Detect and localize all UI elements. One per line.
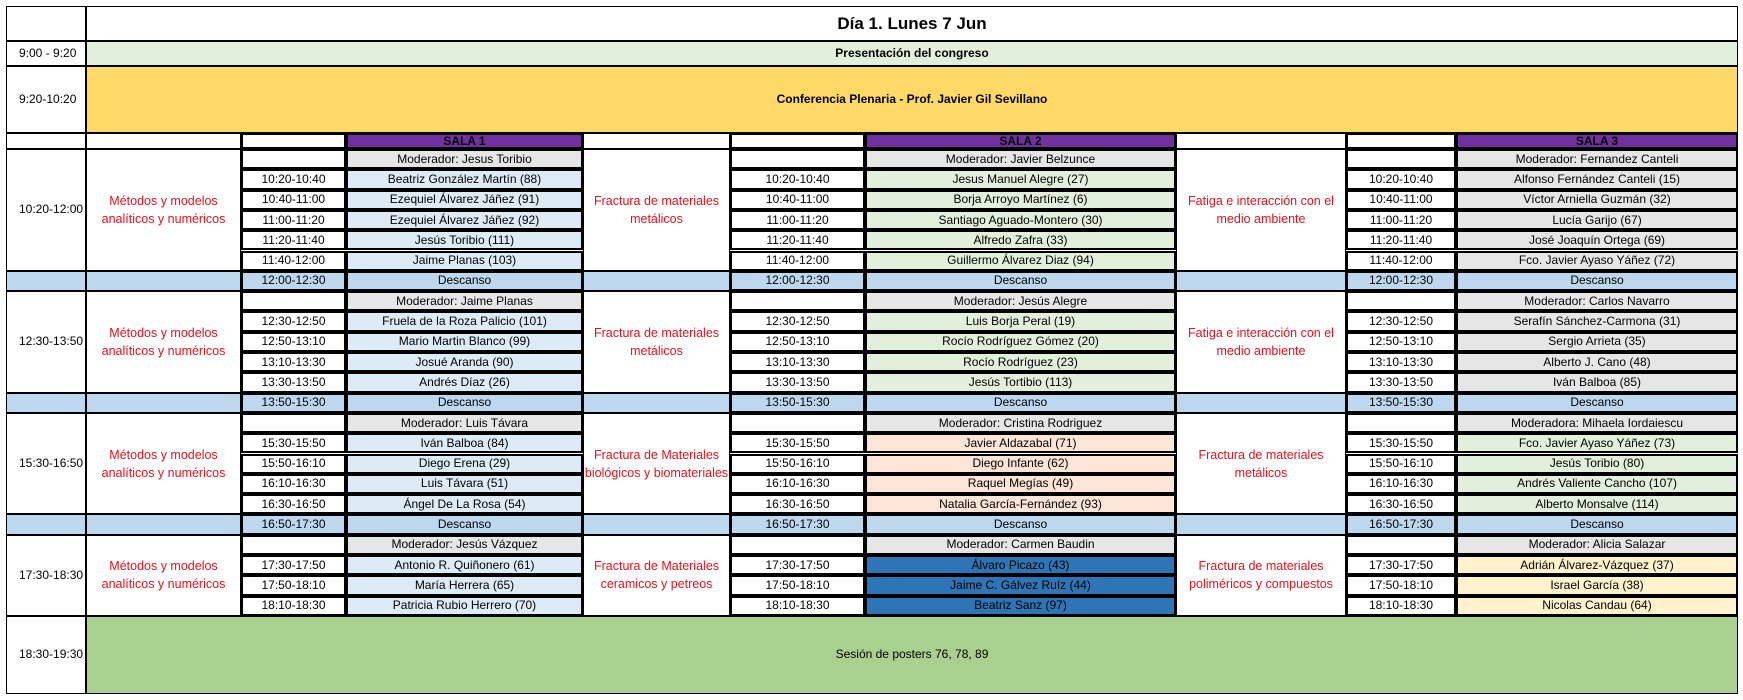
blank-cell xyxy=(241,535,346,555)
talk-speaker: Javier Aldazabal (71) xyxy=(865,433,1176,453)
talk-time: 10:20-10:40 xyxy=(241,169,346,189)
blank-cell xyxy=(1176,133,1346,149)
session-topic: Fatiga e interacción con el medio ambiente xyxy=(1176,291,1346,393)
talk-speaker: Nicolas Candau (64) xyxy=(1456,596,1738,616)
talk-time: 17:30-17:50 xyxy=(730,555,865,575)
talk-speaker: Fco. Javier Ayaso Yáñez (73) xyxy=(1456,433,1738,453)
moderator: Moderador: Javier Belzunce xyxy=(865,149,1176,169)
talk-speaker: Luis Távara (51) xyxy=(346,474,583,494)
talk-time: 11:20-11:40 xyxy=(241,230,346,250)
session-topic: Fatiga e interacción con el medio ambiente xyxy=(1176,149,1346,271)
blank-cell xyxy=(730,535,865,555)
block-time: 10:20-12:00 xyxy=(6,149,86,271)
talk-time: 15:30-15:50 xyxy=(241,433,346,453)
talk-speaker: Diego Erena (29) xyxy=(346,454,583,474)
session-topic: Fractura de Materiales ceramicos y petreos xyxy=(583,535,730,616)
talk-time: 12:30-12:50 xyxy=(730,311,865,331)
talk-time: 17:30-17:50 xyxy=(241,555,346,575)
talk-time: 15:50-16:10 xyxy=(241,454,346,474)
talk-time: 10:40-11:00 xyxy=(1346,190,1456,210)
talk-speaker: Andrés Valiente Cancho (107) xyxy=(1456,474,1738,494)
blank-cell xyxy=(86,133,241,149)
talk-speaker: Alberto Monsalve (114) xyxy=(1456,494,1738,514)
break-blank xyxy=(583,514,730,534)
break-blank xyxy=(86,271,241,291)
session-topic: Fractura de materiales metálicos xyxy=(1176,413,1346,515)
talk-time: 17:50-18:10 xyxy=(730,575,865,595)
talk-speaker: Adrián Álvarez-Vázquez (37) xyxy=(1456,555,1738,575)
break-blank xyxy=(583,271,730,291)
break-blank xyxy=(1176,514,1346,534)
talk-speaker: Ezequiel Álvarez Jáñez (92) xyxy=(346,210,583,230)
talk-time: 12:50-13:10 xyxy=(1346,332,1456,352)
break-time: 16:50-17:30 xyxy=(241,514,346,534)
break-label: Descanso xyxy=(865,514,1176,534)
talk-time: 11:00-11:20 xyxy=(1346,210,1456,230)
break-label: Descanso xyxy=(865,271,1176,291)
talk-speaker: Israel García (38) xyxy=(1456,575,1738,595)
talk-time: 11:40-12:00 xyxy=(241,251,346,271)
room-header: SALA 2 xyxy=(865,133,1176,149)
session-topic: Fractura de materiales poliméricos y compuestos xyxy=(1176,535,1346,616)
talk-speaker: Lucía Garijo (67) xyxy=(1456,210,1738,230)
talk-speaker: Josué Aranda (90) xyxy=(346,352,583,372)
session-topic: Métodos y modelos analíticos y numéricos xyxy=(86,535,241,616)
moderator: Moderador: Jesús Alegre xyxy=(865,291,1176,311)
talk-time: 16:30-16:50 xyxy=(730,494,865,514)
break-time: 16:50-17:30 xyxy=(1346,514,1456,534)
talk-time: 13:30-13:50 xyxy=(1346,372,1456,392)
day-title: Día 1. Lunes 7 Jun xyxy=(86,6,1738,41)
session-topic: Métodos y modelos analíticos y numéricos xyxy=(86,149,241,271)
break-label: Descanso xyxy=(1456,271,1738,291)
session-topic: Métodos y modelos analíticos y numéricos xyxy=(86,413,241,515)
blank-cell xyxy=(6,133,86,149)
talk-time: 16:30-16:50 xyxy=(1346,494,1456,514)
break-label: Descanso xyxy=(1456,514,1738,534)
blank-cell xyxy=(1346,133,1456,149)
break-blank xyxy=(6,271,86,291)
moderator: Moderador: Cristina Rodriguez xyxy=(865,413,1176,433)
session-plenary: Conferencia Plenaria - Prof. Javier Gil Sevillano xyxy=(86,66,1738,133)
talk-speaker: Natalia García-Fernández (93) xyxy=(865,494,1176,514)
moderator: Moderadora: Mihaela Iordaiescu xyxy=(1456,413,1738,433)
talk-time: 15:30-15:50 xyxy=(730,433,865,453)
talk-time: 10:20-10:40 xyxy=(1346,169,1456,189)
break-time: 12:00-12:30 xyxy=(730,271,865,291)
talk-time: 16:30-16:50 xyxy=(241,494,346,514)
talk-speaker: Luis Borja Peral (19) xyxy=(865,311,1176,331)
time-label: 9:00 - 9:20 xyxy=(6,41,86,66)
talk-time: 16:10-16:30 xyxy=(1346,474,1456,494)
talk-speaker: Jesús Toribio (80) xyxy=(1456,454,1738,474)
talk-time: 13:30-13:50 xyxy=(730,372,865,392)
talk-speaker: José Joaquín Ortega (69) xyxy=(1456,230,1738,250)
break-blank xyxy=(6,514,86,534)
block-time: 15:30-16:50 xyxy=(6,413,86,515)
break-blank xyxy=(86,514,241,534)
moderator: Moderador: Luis Távara xyxy=(346,413,583,433)
talk-time: 16:10-16:30 xyxy=(241,474,346,494)
block-time: 12:30-13:50 xyxy=(6,291,86,393)
break-blank xyxy=(6,393,86,413)
talk-speaker: Raquel Megías (49) xyxy=(865,474,1176,494)
talk-speaker: Mario Martin Blanco (99) xyxy=(346,332,583,352)
blank-cell xyxy=(730,413,865,433)
room-header: SALA 1 xyxy=(346,133,583,149)
blank-cell xyxy=(730,291,865,311)
talk-speaker: Fruela de la Roza Palicio (101) xyxy=(346,311,583,331)
break-label: Descanso xyxy=(346,271,583,291)
break-blank xyxy=(583,393,730,413)
time-label: 18:30-19:30 xyxy=(6,616,86,694)
blank-cell xyxy=(583,133,730,149)
talk-speaker: Andrés Díaz (26) xyxy=(346,372,583,392)
talk-time: 17:50-18:10 xyxy=(1346,575,1456,595)
break-blank xyxy=(1176,271,1346,291)
talk-time: 17:50-18:10 xyxy=(241,575,346,595)
talk-speaker: Iván Balboa (85) xyxy=(1456,372,1738,392)
talk-speaker: Serafín Sánchez-Carmona (31) xyxy=(1456,311,1738,331)
moderator: Moderador: Jaime Planas xyxy=(346,291,583,311)
blank-cell xyxy=(241,413,346,433)
blank-cell xyxy=(241,133,346,149)
talk-speaker: Jesús Tortibio (113) xyxy=(865,372,1176,392)
break-label: Descanso xyxy=(865,393,1176,413)
talk-time: 11:40-12:00 xyxy=(1346,251,1456,271)
talk-speaker: Jesús Toribio (111) xyxy=(346,230,583,250)
talk-speaker: Patricia Rubio Herrero (70) xyxy=(346,596,583,616)
talk-time: 10:40-11:00 xyxy=(241,190,346,210)
talk-time: 13:10-13:30 xyxy=(1346,352,1456,372)
block-time: 17:30-18:30 xyxy=(6,535,86,616)
talk-time: 16:10-16:30 xyxy=(730,474,865,494)
talk-speaker: Beatriz González Martín (88) xyxy=(346,169,583,189)
talk-speaker: Jaime Planas (103) xyxy=(346,251,583,271)
moderator: Moderador: Jesús Vázquez xyxy=(346,535,583,555)
break-time: 13:50-15:30 xyxy=(1346,393,1456,413)
talk-time: 11:40-12:00 xyxy=(730,251,865,271)
session-topic: Métodos y modelos analíticos y numéricos xyxy=(86,291,241,393)
talk-speaker: Jaime C. Gálvez Ruíz (44) xyxy=(865,575,1176,595)
blank-cell xyxy=(1346,149,1456,169)
talk-speaker: Alfredo Zafra (33) xyxy=(865,230,1176,250)
moderator: Moderador: Carmen Baudin xyxy=(865,535,1176,555)
talk-time: 15:50-16:10 xyxy=(1346,454,1456,474)
blank-cell xyxy=(241,149,346,169)
session-topic: Fractura de materiales metálicos xyxy=(583,291,730,393)
room-header: SALA 3 xyxy=(1456,133,1738,149)
talk-time: 13:10-13:30 xyxy=(241,352,346,372)
moderator: Moderador: Fernandez Canteli xyxy=(1456,149,1738,169)
break-time: 12:00-12:30 xyxy=(241,271,346,291)
talk-speaker: Antonio R. Quiñonero (61) xyxy=(346,555,583,575)
talk-time: 11:00-11:20 xyxy=(730,210,865,230)
blank-cell xyxy=(241,291,346,311)
talk-speaker: Diego Infante (62) xyxy=(865,454,1176,474)
talk-time: 12:30-12:50 xyxy=(1346,311,1456,331)
break-blank xyxy=(1176,393,1346,413)
session-opening: Presentación del congreso xyxy=(86,41,1738,66)
blank-cell xyxy=(730,133,865,149)
talk-time: 11:20-11:40 xyxy=(730,230,865,250)
talk-speaker: Santiago Aguado-Montero (30) xyxy=(865,210,1176,230)
talk-speaker: Guillermo Álvarez Diaz (94) xyxy=(865,251,1176,271)
break-time: 16:50-17:30 xyxy=(730,514,865,534)
talk-time: 13:10-13:30 xyxy=(730,352,865,372)
talk-speaker: Rocío Rodríguez (23) xyxy=(865,352,1176,372)
talk-time: 18:10-18:30 xyxy=(730,596,865,616)
blank-cell xyxy=(730,149,865,169)
talk-speaker: Rocío Rodríguez Gómez (20) xyxy=(865,332,1176,352)
talk-time: 12:30-12:50 xyxy=(241,311,346,331)
corner-cell xyxy=(6,6,86,41)
talk-speaker: Alfonso Fernández Canteli (15) xyxy=(1456,169,1738,189)
session-topic: Fractura de materiales metálicos xyxy=(583,149,730,271)
talk-speaker: Ezequiel Álvarez Jáñez (91) xyxy=(346,190,583,210)
talk-time: 15:50-16:10 xyxy=(730,454,865,474)
talk-speaker: Borja Arroyo Martínez (6) xyxy=(865,190,1176,210)
moderator: Moderador: Alicia Salazar xyxy=(1456,535,1738,555)
moderator: Moderador: Jesus Toribio xyxy=(346,149,583,169)
talk-time: 12:50-13:10 xyxy=(730,332,865,352)
talk-speaker: María Herrera (65) xyxy=(346,575,583,595)
session-topic: Fractura de Materiales biológicos y biomateriales xyxy=(583,413,730,515)
talk-speaker: Víctor Arniella Guzmán (32) xyxy=(1456,190,1738,210)
break-blank xyxy=(86,393,241,413)
blank-cell xyxy=(1346,291,1456,311)
break-time: 12:00-12:30 xyxy=(1346,271,1456,291)
talk-time: 11:20-11:40 xyxy=(1346,230,1456,250)
talk-speaker: Fco. Javier Ayaso Yáñez (72) xyxy=(1456,251,1738,271)
blank-cell xyxy=(1346,535,1456,555)
break-label: Descanso xyxy=(1456,393,1738,413)
talk-time: 18:10-18:30 xyxy=(241,596,346,616)
talk-time: 10:20-10:40 xyxy=(730,169,865,189)
talk-speaker: Sergio Arrieta (35) xyxy=(1456,332,1738,352)
break-time: 13:50-15:30 xyxy=(241,393,346,413)
talk-speaker: Ángel De La Rosa (54) xyxy=(346,494,583,514)
time-label: 9:20-10:20 xyxy=(6,66,86,133)
break-time: 13:50-15:30 xyxy=(730,393,865,413)
talk-time: 17:30-17:50 xyxy=(1346,555,1456,575)
talk-time: 11:00-11:20 xyxy=(241,210,346,230)
break-label: Descanso xyxy=(346,393,583,413)
talk-speaker: Beatriz Sanz (97) xyxy=(865,596,1176,616)
talk-speaker: Álvaro Picazo (43) xyxy=(865,555,1176,575)
talk-speaker: Jesus Manuel Alegre (27) xyxy=(865,169,1176,189)
talk-time: 12:50-13:10 xyxy=(241,332,346,352)
poster-session: Sesión de posters 76, 78, 89 xyxy=(86,616,1738,694)
blank-cell xyxy=(1346,413,1456,433)
talk-speaker: Alberto J. Cano (48) xyxy=(1456,352,1738,372)
talk-speaker: Iván Balboa (84) xyxy=(346,433,583,453)
break-label: Descanso xyxy=(346,514,583,534)
talk-time: 15:30-15:50 xyxy=(1346,433,1456,453)
talk-time: 10:40-11:00 xyxy=(730,190,865,210)
moderator: Moderador: Carlos Navarro xyxy=(1456,291,1738,311)
talk-time: 13:30-13:50 xyxy=(241,372,346,392)
talk-time: 18:10-18:30 xyxy=(1346,596,1456,616)
